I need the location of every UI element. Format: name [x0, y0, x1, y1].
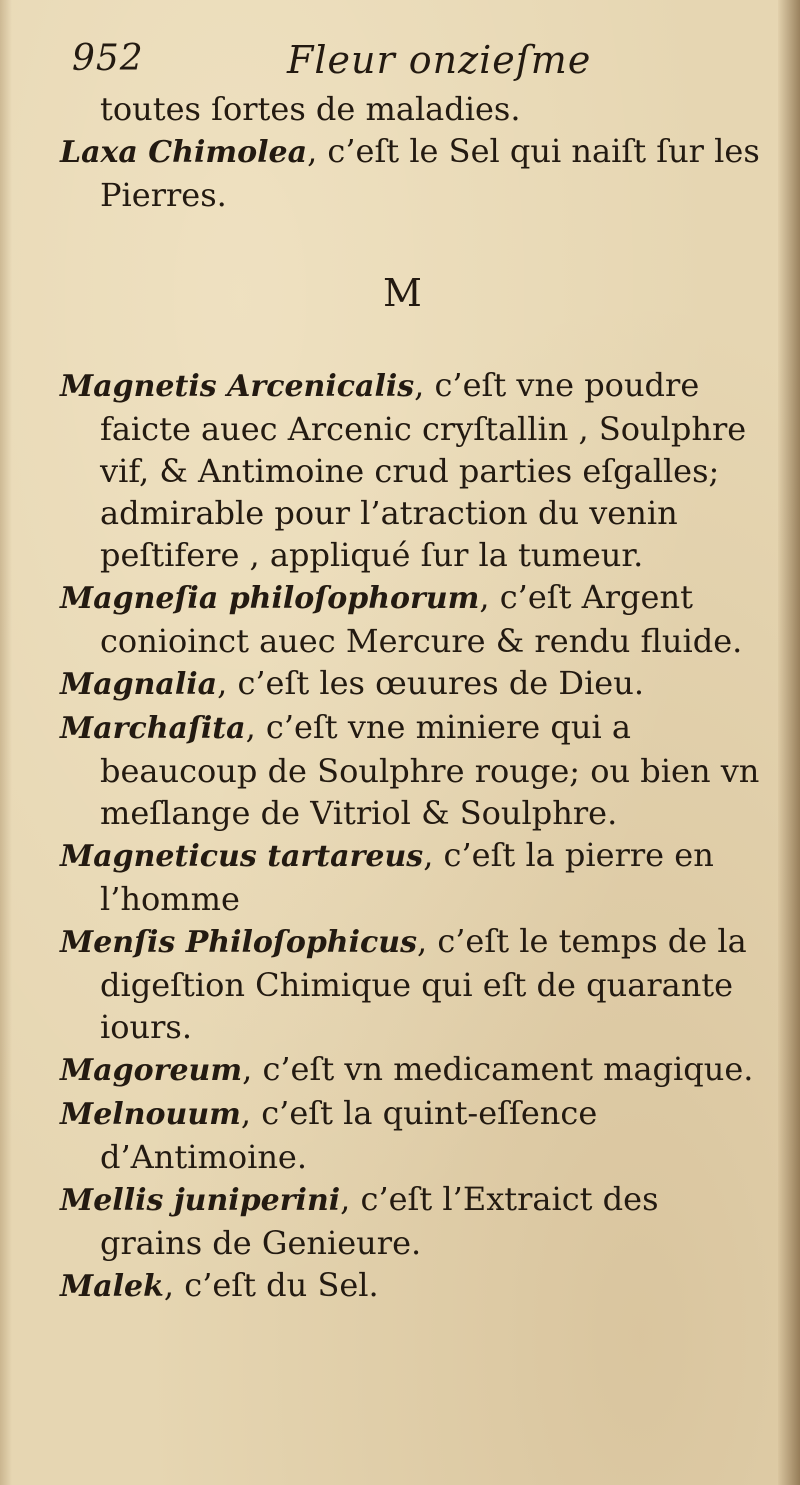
entry-definition: , c’eſt Argent conioinct auec Mercure & rendu fluide.: [100, 578, 743, 660]
entry-definition: , c’eſt les œuures de Dieu.: [217, 664, 645, 702]
entry-term: Melnouum: [60, 1097, 241, 1132]
continuation-line: toutes ſortes de maladies.: [100, 90, 521, 128]
entry-definition: , c’eſt vn medicament magique.: [242, 1050, 754, 1088]
entry-definition: , c’eſt la quint-eſſence d’Antimoine.: [100, 1094, 598, 1176]
entry-definition: , c’eſt la pierre en l’homme: [100, 836, 714, 918]
entry-definition: , c’eſt du Sel.: [163, 1266, 379, 1304]
glossary-entry: [60, 920, 765, 1048]
glossary-entry: [60, 1264, 765, 1308]
entry-term: Menſis Philoſophicus: [60, 925, 417, 960]
entry-term: Magnetis Arcenicalis: [60, 369, 415, 404]
glossary-entry: [60, 1178, 765, 1264]
glossary-entry: [60, 364, 765, 576]
glossary-entry: [60, 834, 765, 920]
entry-term: Mellis juniperini: [60, 1183, 341, 1218]
entry-definition: , c’eſt le Sel qui naiſt ſur les Pierres.: [100, 132, 760, 214]
glossary-entry: [60, 1048, 765, 1092]
entry-definition: , c’eſt le temps de la digeſtion Chimique qui eſt de quarante iours.: [100, 922, 747, 1046]
entry-term: Magnalia: [60, 667, 218, 702]
glossary-entry: [60, 1092, 765, 1178]
entry-term: Laxa Chimolea: [60, 135, 308, 170]
entry-definition: , c’eſt l’Extraict des grains de Genieure.: [100, 1180, 659, 1262]
page-number: 952: [72, 38, 144, 79]
glossary-entry: [60, 130, 765, 216]
entry-term: Malek: [60, 1269, 164, 1304]
entry-term: Magneſia philoſophorum: [60, 581, 480, 616]
running-head: Fleur onzieſme: [287, 38, 592, 82]
glossary-entry: [60, 662, 765, 706]
entry-term: Marchaſita: [60, 711, 246, 746]
page-edge-shadow: [778, 0, 800, 1485]
entry-definition: , c’eſt vne poudre faicte auec Arcenic cryſtallin , Soulphre vif, & Antimoine crud parties eſgalles; admirable pour l’atraction du venin peſtifere , appliqué ſur la tumeur.: [100, 366, 747, 574]
entry-definition: , c’eſt vne miniere qui a beaucoup de Soulphre rouge; ou bien vn meſlange de Vitriol & Soulphre.: [100, 708, 760, 832]
page-gutter-shadow: [0, 0, 12, 1485]
main-text: [60, 88, 765, 1308]
entry-term: Magneticus tartareus: [60, 839, 424, 874]
page-header: [72, 38, 632, 88]
glossary-entry: [60, 576, 765, 662]
entry-term: Magoreum: [60, 1053, 243, 1088]
section-letter: M: [383, 271, 422, 315]
glossary-entry: [60, 706, 765, 834]
